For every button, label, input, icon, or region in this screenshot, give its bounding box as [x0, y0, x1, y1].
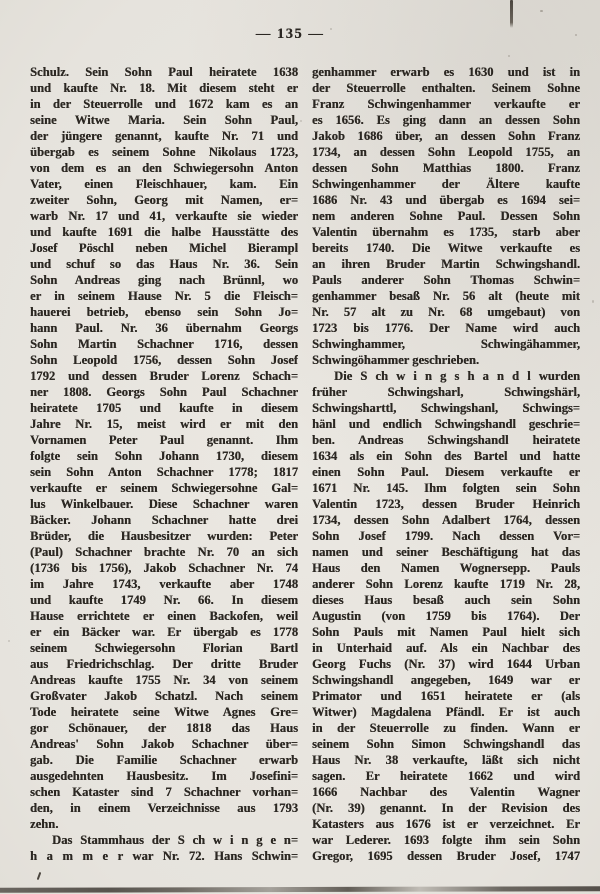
text-line: namen und seiner Beschäftigung hat das	[312, 545, 580, 559]
text-line: und schuf so das Haus Nr. 36. Sein	[30, 257, 298, 271]
text-line: Das Stammhaus der S ch w i n g e n=	[52, 833, 298, 847]
text-line: nem anderen Sohne Paul. Dessen Sohn	[312, 209, 580, 223]
scan-smudge-bottom-edge	[0, 886, 600, 893]
scan-speck	[575, 34, 577, 36]
text-line: (Paul) Schachner brachte Nr. 70 an sich	[30, 545, 298, 559]
text-line: und kaufte Nr. 18. Mit diesem steht er	[30, 81, 298, 95]
page-number: — 135 —	[255, 26, 325, 42]
text-line: genhammer erwarb es 1630 und ist in	[312, 65, 580, 79]
text-line: 1634 als ein Sohn des Bartel und hatte	[312, 449, 580, 463]
text-line: schen Kataster sind 7 Schachner vorhan=	[30, 785, 298, 799]
scan-tick-bottom-left	[37, 872, 42, 880]
text-line: sagen. Er heiratete 1662 und wird	[312, 769, 580, 783]
text-line: (Nr. 39) genannt. In der Revision des	[312, 801, 580, 815]
text-line: Georg Fuchs (Nr. 37) wird 1644 Urban	[312, 657, 580, 671]
text-line: h a m m e r war Nr. 72. Hans Schwin=	[30, 849, 298, 863]
text-line: und kaufte 1691 die halbe Hausstätte des	[30, 225, 298, 239]
text-line: genhammer besaß Nr. 56 alt (heute mit	[312, 289, 580, 303]
text-line: in der Steuerrolle zu finden. Wann er	[312, 721, 580, 735]
scan-speck	[540, 10, 543, 12]
text-line: gab. Die Familie Schachner erwarb	[30, 753, 298, 767]
text-line: Valentin übernahm es 1735, starb aber	[312, 225, 580, 239]
text-line: bereits 1740. Die Witwe verkaufte es	[312, 241, 580, 255]
text-line: Sohn Leopold 1756, dessen Sohn Josef	[30, 353, 298, 367]
text-line: anderer Sohn Lorenz kaufte 1719 Nr. 28,	[312, 577, 580, 591]
text-line: verkaufte er seinem Schwiegersohne Gal=	[30, 481, 298, 495]
text-line: einen Sohn Paul. Diesem verkaufte er	[312, 465, 580, 479]
text-line: in der Steuerrolle und 1672 kam es an	[30, 97, 298, 111]
text-line: Schwinghammer, Schwingähammer,	[312, 337, 580, 351]
text-line: Sohn Josef 1799. Nach dessen Vor=	[312, 529, 580, 543]
text-line: Andreas kaufte 1755 Nr. 34 von seinem	[30, 673, 298, 687]
text-line: der Steuerrolle enthalten. Seinem Sohne	[312, 81, 580, 95]
text-line: hauerei betrieb, ebenso sein Sohn Jo=	[30, 305, 298, 319]
text-line: hann Paul. Nr. 36 übernahm Georgs	[30, 321, 298, 335]
text-line: den, in einem Verzeichnisse aus 1793	[30, 801, 298, 815]
text-line: Schulz. Sein Sohn Paul heiratete 1638	[30, 65, 298, 79]
text-line: 1666 Nachbar des Valentin Wagner	[312, 785, 580, 799]
scan-speck	[560, 855, 563, 857]
text-line: Schwingöhammer geschrieben.	[312, 353, 479, 367]
text-line: Pauls anderer Sohn Thomas Schwin=	[312, 273, 580, 287]
scan-speck	[300, 120, 302, 122]
text-line: an ihren Bruder Martin Schwingshandl.	[312, 257, 580, 271]
text-line: Gregor, 1695 dessen Bruder Josef, 1747	[312, 849, 580, 863]
text-line: es 1656. Es ging dann an dessen Sohn	[312, 113, 580, 127]
text-line: Bäcker. Johann Schachner hatte drei	[30, 513, 298, 527]
right-column	[312, 64, 580, 864]
text-line: Haus den Namen Wognersepp. Pauls	[312, 561, 580, 575]
text-line: warb Nr. 17 und 41, verkaufte sie wieder	[30, 209, 298, 223]
text-line: (1736 bis 1756), Jakob Schachner Nr. 74	[30, 561, 298, 575]
text-line: Vater, einen Fleischhauer, kam. Ein	[30, 177, 298, 191]
text-line: 1792 und dessen Bruder Lorenz Schach=	[30, 369, 298, 383]
text-line: Schwingshandl angegeben, 1649 war er	[312, 673, 580, 687]
text-line: Augustin (von 1759 bis 1764). Der	[312, 609, 580, 623]
text-line: Sohn Martin Schachner 1716, dessen	[30, 337, 298, 351]
text-line: seinem Schwiegersohn Florian Bartl	[30, 641, 298, 655]
text-line: 1686 Nr. 43 und übergab es 1694 sei=	[312, 193, 580, 207]
text-line: aus Friedrichschlag. Der dritte Bruder	[30, 657, 298, 671]
scan-speck	[8, 640, 10, 642]
scan-speck	[592, 300, 594, 303]
text-line: Vornamen Peter Paul genannt. Ihm	[30, 433, 298, 447]
text-line: Tode heiratete seine Witwe Agnes Gre=	[30, 705, 298, 719]
text-line: früher Schwingsharl, Schwingshärl,	[312, 385, 580, 399]
text-line: ner 1808. Georgs Sohn Paul Schachner	[30, 385, 298, 399]
text-line: Schwingsharttl, Schwingshanl, Schwings=	[312, 401, 580, 415]
text-line: seinem Sohn Simon Schwingshandl das	[312, 737, 580, 751]
text-line: lus Winkelbauer. Diese Schachner waren	[30, 497, 298, 511]
text-line: Franz Schwingenhammer verkaufte er	[312, 97, 580, 111]
text-line: Großvater Jakob Schatzl. Nach seinem	[30, 689, 298, 703]
text-line: war Lederer. 1693 folgte ihm sein Sohn	[312, 833, 580, 847]
scan-mark-top-right	[510, 0, 513, 28]
text-line: Schwingenhammer der Ältere kaufte	[312, 177, 580, 191]
text-line: heiratete 1705 und kaufte in diesem	[30, 401, 298, 415]
text-line: Primator und 1651 heiratete er (als	[312, 689, 580, 703]
text-line: Andreas' Sohn Jakob Schachner über=	[30, 737, 298, 751]
text-line: folgte sein Sohn Johann 1730, diesem	[30, 449, 298, 463]
text-line: sein Sohn Anton Schachner 1778; 1817	[30, 465, 298, 479]
text-line: im Jahre 1743, verkaufte aber 1748	[30, 577, 298, 591]
text-line: ben. Andreas Schwingshandl heiratete	[312, 433, 580, 447]
text-line: Sohn Andreas ging nach Brünnl, wo	[30, 273, 298, 287]
text-line: seine Witwe Maria. Sein Sohn Paul,	[30, 113, 298, 127]
text-line: 1734, dessen Sohn Adalbert 1764, dessen	[312, 513, 580, 527]
text-line: ausgedehnten Hausbesitz. Im Josefini=	[30, 769, 298, 783]
left-column	[30, 64, 298, 864]
text-line: und kaufte 1749 Nr. 66. In diesem	[30, 593, 298, 607]
text-line: zehn.	[30, 817, 59, 831]
scan-speck	[330, 28, 332, 30]
text-line: Die S ch w i n g s h a n d l wurden	[334, 369, 580, 383]
text-line: 1723 bis 1776. Der Name wird auch	[312, 321, 580, 335]
text-line: Jahre Nr. 15, meist wird er mit den	[30, 417, 298, 431]
text-line: Hause errichtete er einen Backofen, weil	[30, 609, 298, 623]
text-line: von dem es an den Schwiegersohn Anton	[30, 161, 298, 175]
text-line: dieses Haus besaß auch sein Sohn	[312, 593, 580, 607]
text-line: er ein Bäcker war. Er übergab es 1778	[30, 625, 298, 639]
text-line: Josef Pöschl neben Michel Bierampl	[30, 241, 298, 255]
text-line: 1734, an dessen Sohn Leopold 1755, an	[312, 145, 580, 159]
text-line: der jüngere genannt, kaufte Nr. 71 und	[30, 129, 298, 143]
text-line: hänl und endlich Schwingshandl geschrie=	[312, 417, 580, 431]
text-line: Katasters aus 1676 ist er verzeichnet. Er	[312, 817, 580, 831]
text-line: Sohn Pauls mit Namen Paul hielt sich	[312, 625, 580, 639]
text-line: Witwer) Magdalena Pfändl. Er ist auch	[312, 705, 580, 719]
scan-speck	[508, 55, 510, 57]
text-line: dessen Sohn Matthias 1800. Franz	[312, 161, 580, 175]
text-line: übergab es seinem Sohne Nikolaus 1723,	[30, 145, 298, 159]
text-line: gor Schönauer, der 1818 das Haus	[30, 721, 298, 735]
text-line: Brüder, die Hausbesitzer wurden: Peter	[30, 529, 298, 543]
text-line: Nr. 57 alt zu Nr. 68 umgebaut) von	[312, 305, 580, 319]
text-line: in Unterhaid auf. Als ein Nachbar des	[312, 641, 580, 655]
text-line: Haus Nr. 38 verkaufte, läßt sich nicht	[312, 753, 580, 767]
text-line: Jakob 1686 über, an dessen Sohn Franz	[312, 129, 580, 143]
text-line: zweiter Sohn, Georg mit Namen, er=	[30, 193, 298, 207]
text-line: er in seinem Hause Nr. 5 die Fleisch=	[30, 289, 298, 303]
text-line: 1671 Nr. 145. Ihm folgten sein Sohn	[312, 481, 580, 495]
text-line: Valentin 1723, dessen Bruder Heinrich	[312, 497, 580, 511]
